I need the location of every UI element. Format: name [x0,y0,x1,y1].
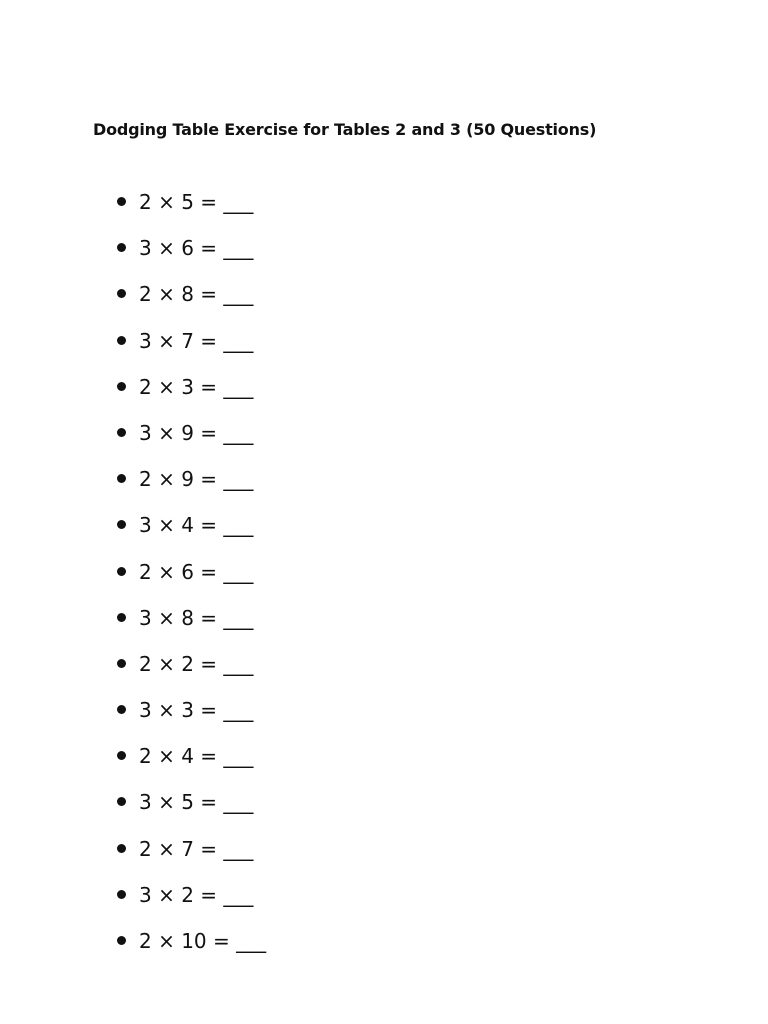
question-text: 2 × 6 = ___ [139,559,254,584]
bullet-icon [117,520,126,529]
question-text: 2 × 3 = ___ [139,374,254,399]
document-title: Dodging Table Exercise for Tables 2 and 3 (50 Questions) [93,120,597,139]
question-text: 3 × 5 = ___ [139,790,254,815]
bullet-icon [117,336,126,345]
question-text: 3 × 6 = ___ [139,236,254,261]
question-text: 3 × 9 = ___ [139,420,254,445]
question-text: 3 × 2 = ___ [139,882,254,907]
bullet-icon [117,936,126,945]
bullet-icon [117,197,126,206]
bullet-icon [117,659,126,668]
bullet-icon [117,289,126,298]
question-text: 3 × 4 = ___ [139,513,254,538]
bullet-icon [117,428,126,437]
question-text: 2 × 5 = ___ [139,190,254,214]
question-text: 2 × 7 = ___ [139,836,254,861]
bullet-icon [117,844,126,853]
question-text: 3 × 3 = ___ [139,698,254,723]
bullet-icon [117,890,126,899]
bullet-icon [117,705,126,714]
bullet-icon [117,613,126,622]
question-text: 3 × 7 = ___ [139,328,254,353]
question-text: 2 × 8 = ___ [139,282,254,307]
bullet-icon [117,567,126,576]
bullet-icon [117,751,126,760]
question-text: 3 × 8 = ___ [139,605,254,630]
question-text: 2 × 4 = ___ [139,744,254,769]
bullet-icon [117,797,126,806]
question-text: 2 × 10 = ___ [139,929,267,953]
bullet-icon [117,474,126,483]
question-text: 2 × 2 = ___ [139,651,254,676]
bullet-icon [117,243,126,252]
bullet-icon [117,382,126,391]
question-text: 2 × 9 = ___ [139,467,254,492]
